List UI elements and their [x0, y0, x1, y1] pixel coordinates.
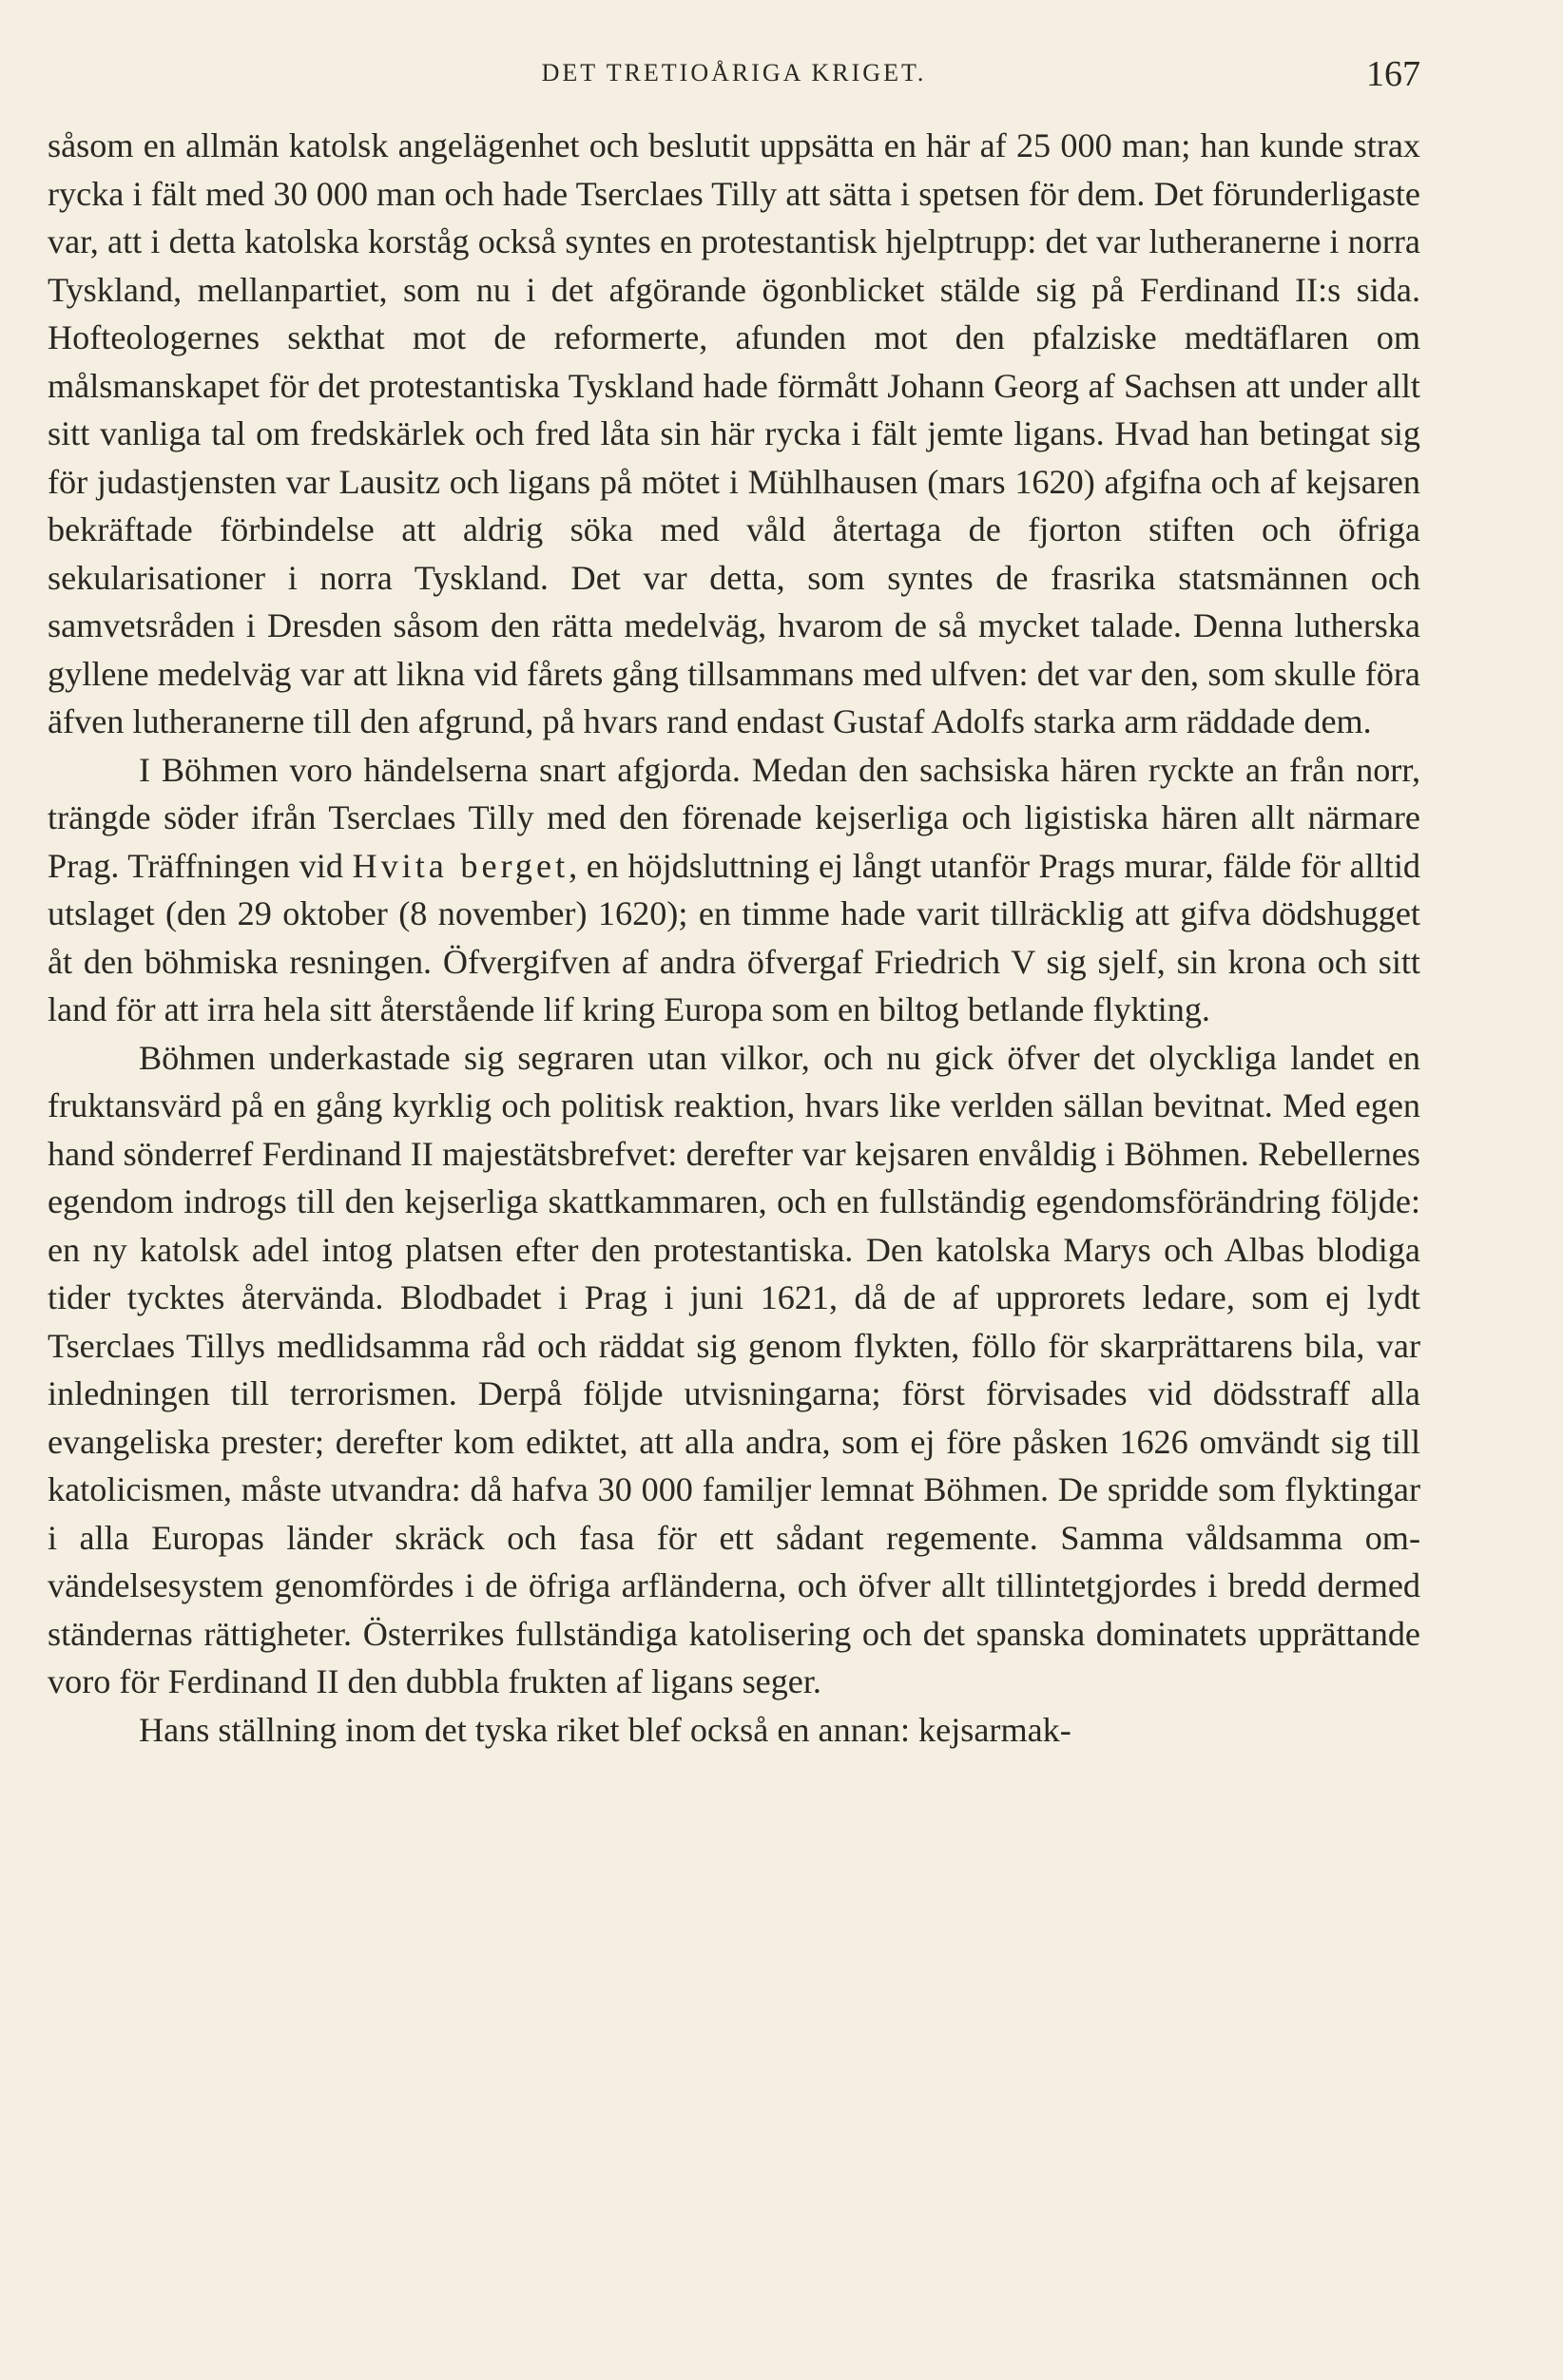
body-text: [48, 122, 1420, 1754]
running-title: DET TRETIOÅRIGA KRIGET.: [541, 59, 927, 86]
paragraph-1: såsom en allmän katolsk angelägenhet och beslutit uppsätta en här af 25 000 man; han kunde strax rycka i fält med 30 000 man och hade Tserclaes Tilly att sätta i spetsen för dem. Det förunderligaste var, att i detta katolska korståg också syntes en protestantisk hjelptrupp: det var lutheranerne i norra Tyskland, mellanpartiet, som nu i det afgörande ögonblicket stälde sig på Ferdinand II:s sida. Hofteologernes sekthat mot de reformerte, afunden mot den pfalziske medtäflaren om målsmanskapet för det protestantiska Tyskland hade förmått Johann Georg af Sachsen att under allt sitt vanliga tal om fredskärlek och fred låta sin här rycka i fält jemte ligans. Hvad han betingat sig för judastjensten var Lausitz och ligans på mötet i Mühlhausen (mars 1620) afgifna och af kejsaren bekräftade förbindelse att aldrig söka med våld återtaga de fjorton stiften och öfriga sekularisationer i norra Tyskland. Det var detta, som syntes de frasrika statsmännen och samvetsråden i Dresden såsom den rätta medelväg, hvarom de så mycket talade. Denna lutherska gyllene medelväg var att likna vid fårets gång tillsammans med ulfven: det var den, som skulle föra äfven lutheranerne till den afgrund, på hvars rand endast Gustaf Adolfs starka arm räddade dem.: [48, 126, 1420, 740]
paragraph-2-text-end: , en höjdsluttning ej långt utanför Prags murar, fälde för alltid utslaget (den 29 oktober (8 november) 1620); en timme hade varit tillräcklig att gifva dödshugget åt den böhmiska resningen. Öfvergifven af andra öfvergaf Friedrich V sig sjelf, sin krona och sitt land för att irra hela sitt återstående lif kring Europa som en biltog betlande flykting.: [48, 846, 1420, 1028]
paragraph-2-text-start: I Böhmen voro händelserna snart afgjorda. Medan den sachsiska hären ryckte an från norr, trängde söder ifrån Tserclaes Tilly med den förenade kejserliga och ligistiska hären allt närmare Prag. Träffningen vid: [48, 750, 1420, 885]
paragraph-4: Hans ställning inom det tyska riket blef också en annan: kejsarmak-: [139, 1710, 1071, 1749]
paragraph-3: Böhmen underkastade sig segraren utan vilkor, och nu gick öfver det olyckliga landet en fruktansvärd på en gång kyrklig och politisk reaktion, hvars like verlden sällan bevitnat. Med egen hand sönderref Ferdinand II majestätsbrefvet: derefter var kejsaren envåldig i Böhmen. Rebellernes egendom indrogs till den kejserliga skattkammaren, och en fullständig egendomsförändring följde: en ny katolsk adel intog platsen efter den protestantiska. Den katolska Marys och Albas blodiga tider tycktes återvända. Blodbadet i Prag i juni 1621, då de af upprorets ledare, som ej lydt Tserclaes Tillys medlidsamma råd och räddat sig genom flykten, föllo för skarprättarens bila, var inledningen till terrorismen. Derpå följde utvisningarna; först förvisades vid dödsstraff alla evangeliska prester; derefter kom ediktet, att alla andra, som ej före påsken 1626 omvändt sig till katolicismen, måste utvandra: då hafva 30 000 familjer lemnat Böhmen. De spridde som flyktingar i alla Europas länder skräck och fasa för ett sådant regemente. Samma våldsamma omvändelsesystem genomfördes i de öfriga arfländerna, och öfver allt tillintetgjordes i bredd dermed ständernas rättigheter. Österrikes fullständiga katolisering och det spanska dominatets upprättande voro för Ferdinand II den dubbla frukten af ligans seger.: [48, 1038, 1420, 1700]
page-header: [48, 55, 1420, 93]
paragraph-2-spaced-place-name: Hvita berget: [352, 846, 569, 885]
paragraph-2: [48, 746, 1420, 1034]
page-number: 167: [1366, 54, 1420, 94]
